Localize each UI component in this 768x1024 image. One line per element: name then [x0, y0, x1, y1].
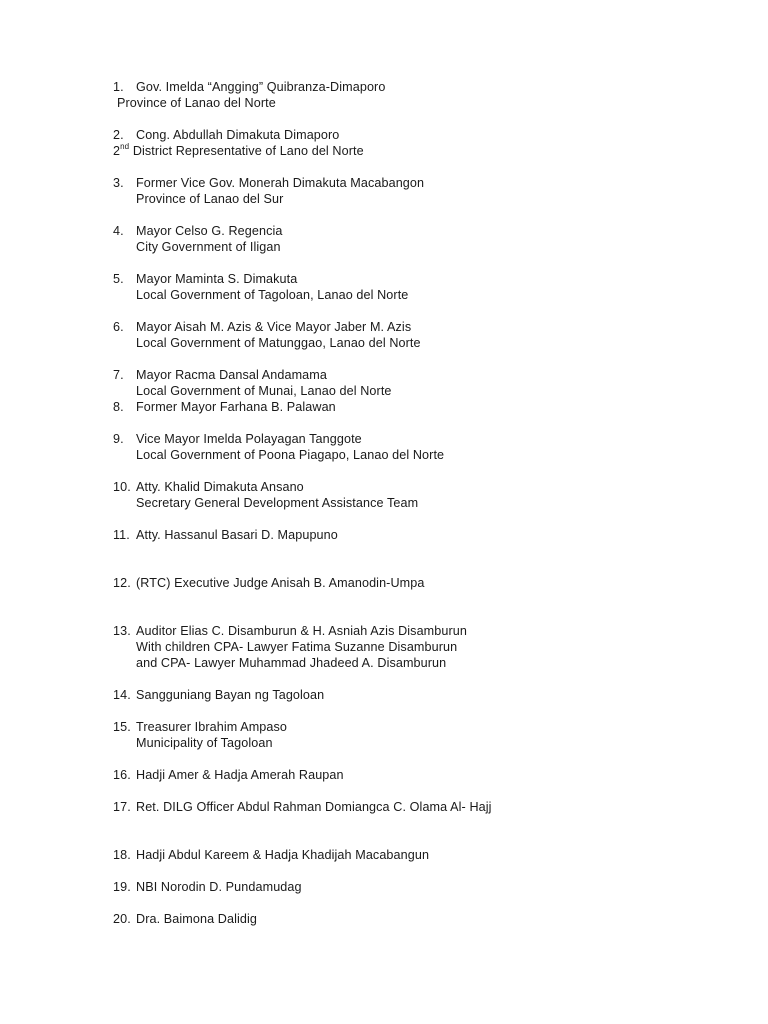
item-name: Dra. Baimona Dalidig — [136, 912, 257, 926]
item-name: (RTC) Executive Judge Anisah B. Amanodin-Umpa — [136, 576, 425, 590]
item-affiliation: Municipality of Tagoloan — [136, 736, 273, 750]
item-number: 6. — [113, 320, 124, 334]
item-number: 19. — [113, 880, 131, 894]
item-detail: and CPA- Lawyer Muhammad Jhadeed A. Disamburun — [136, 656, 447, 670]
item-detail: With children CPA- Lawyer Fatima Suzanne Disamburun — [136, 640, 458, 654]
item-name: Mayor Celso G. Regencia — [136, 224, 283, 238]
item-name: Mayor Maminta S. Dimakuta — [136, 272, 298, 286]
item-affiliation: Local Government of Munai, Lanao del Norte — [136, 384, 392, 398]
affiliation-text: District Representative of Lano del Norte — [129, 144, 364, 158]
item-number: 9. — [113, 432, 124, 446]
item-name: Former Mayor Farhana B. Palawan — [136, 400, 336, 414]
item-name: Hadji Amer & Hadja Amerah Raupan — [136, 768, 344, 782]
item-affiliation: City Government of Iligan — [136, 240, 281, 254]
item-number: 11. — [113, 528, 130, 542]
item-name: Former Vice Gov. Monerah Dimakuta Macabangon — [136, 176, 425, 190]
item-name: Ret. DILG Officer Abdul Rahman Domiangca C. Olama Al- Hajj — [136, 800, 492, 814]
item-number: 13. — [113, 624, 131, 638]
item-number: 12. — [113, 576, 131, 590]
item-affiliation: Local Government of Poona Piagapo, Lanao del Norte — [136, 448, 445, 462]
item-name: Mayor Aisah M. Azis & Vice Mayor Jaber M. Azis — [136, 320, 412, 334]
item-name: Atty. Khalid Dimakuta Ansano — [136, 480, 304, 494]
item-name: Gov. Imelda “Angging” Quibranza-Dimaporo — [136, 80, 386, 94]
item-affiliation — [113, 143, 364, 159]
item-affiliation: Province of Lanao del Sur — [136, 192, 284, 206]
item-number: 18. — [113, 848, 131, 862]
item-affiliation: Secretary General Development Assistance Team — [136, 496, 419, 510]
item-name: Treasurer Ibrahim Ampaso — [136, 720, 288, 734]
ordinal-suffix: nd — [120, 141, 130, 151]
item-name: Cong. Abdullah Dimakuta Dimaporo — [136, 128, 340, 142]
item-name: NBI Norodin D. Pundamudag — [136, 880, 302, 894]
item-affiliation: Province of Lanao del Norte — [117, 96, 276, 110]
item-name: Atty. Hassanul Basari D. Mapupuno — [136, 528, 338, 542]
item-number: 4. — [113, 224, 124, 238]
item-name: Auditor Elias C. Disamburun & H. Asniah Azis Disamburun — [136, 624, 467, 638]
item-number: 14. — [113, 688, 131, 702]
item-number: 16. — [113, 768, 131, 782]
item-affiliation: Local Government of Tagoloan, Lanao del Norte — [136, 288, 409, 302]
item-number: 3. — [113, 176, 124, 190]
item-number: 5. — [113, 272, 124, 286]
item-number: 20. — [113, 912, 131, 926]
item-number: 15. — [113, 720, 131, 734]
item-name: Hadji Abdul Kareem & Hadja Khadijah Macabangun — [136, 848, 430, 862]
item-number: 2. — [113, 128, 124, 142]
item-number: 8. — [113, 400, 124, 414]
item-affiliation: Local Government of Matunggao, Lanao del Norte — [136, 336, 421, 350]
item-number: 10. — [113, 480, 131, 494]
item-number: 7. — [113, 368, 124, 382]
item-number: 17. — [113, 800, 131, 814]
item-name: Vice Mayor Imelda Polayagan Tanggote — [136, 432, 362, 446]
ordinal-number: 2 — [113, 144, 121, 158]
item-name: Sangguniang Bayan ng Tagoloan — [136, 688, 325, 702]
item-number: 1. — [113, 80, 124, 94]
item-name: Mayor Racma Dansal Andamama — [136, 368, 327, 382]
